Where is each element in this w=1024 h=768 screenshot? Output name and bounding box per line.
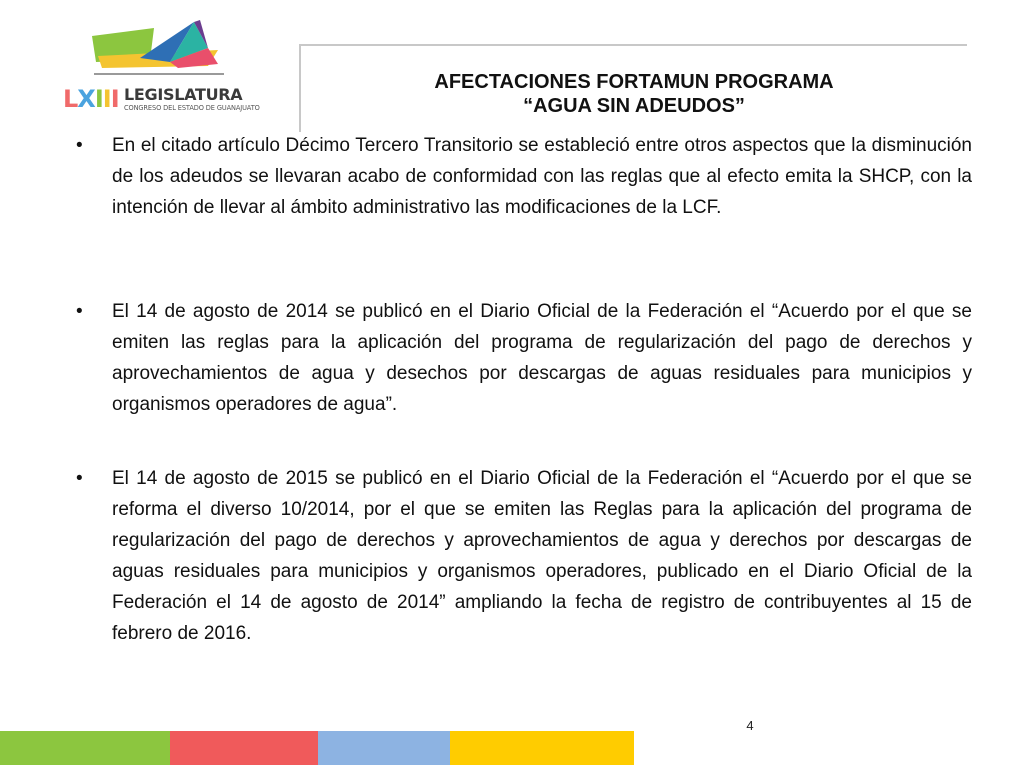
slide-title-line2: “AGUA SIN ADEUDOS” [523,95,745,117]
logo-subtitle: CONGRESO DEL ESTADO DE GUANAJUATO [124,104,260,112]
logo-text [58,84,290,114]
title-top-rule [299,44,967,46]
logo-roman-l: L [63,85,78,113]
logo-underline [94,73,224,75]
bullet-text-1: En el citado artículo Décimo Tercero Transitorio se estableció entre otros aspectos que la disminución de los adeudos se llevaran acabo de conformidad con las reglas que al efecto emita la SHCP, con la intención de llevar al ámbito administrativo las modificaciones de la LCF. [112,135,972,218]
footer-bar-yellow [450,731,634,765]
title-left-rule [299,44,301,132]
bullet-text-2: El 14 de agosto de 2014 se publicó en el Diario Oficial de la Federación el “Acuerdo por el que se emiten las reglas para la aplicación del programa de regularización del pago de derechos y aprovechamientos de agua y desechos por descargas de aguas residuales para municipios y organismos operadores de agua”. [112,301,972,415]
logo-roman-i2: I [102,85,111,113]
logo-graphic-icon [58,18,290,88]
footer-bar-green [0,731,170,765]
footer-bar-red [170,731,318,765]
logo-roman-i3: I [110,85,119,113]
bullet-text-3: El 14 de agosto de 2015 se publicó en el Diario Oficial de la Federación el “Acuerdo por el que se reforma el diverso 10/2014, por el que se emiten las Reglas para la aplicación del programa de regularización del pago de derechos y aprovechamientos de agua y derechos por descargas de aguas residuales para municipios y organismos operadores, publicado en el Diario Oficial de la Federación el 14 de agosto de 2014” ampliando la fecha de registro de contribuyentes al 15 de febrero de 2016. [112,468,972,644]
bullet-marker: • [76,468,83,489]
logo-roman-numeral [63,84,119,114]
legislatura-logo [58,18,290,118]
logo-roman-i1: I [94,85,103,113]
bullet-marker: • [76,135,83,156]
logo-roman-x: X [77,85,95,113]
bullet-marker: • [76,301,83,322]
logo-name: LEGISLATURA [124,85,243,104]
slide-title-line1: AFECTACIONES FORTAMUN PROGRAMA [434,71,834,93]
footer-bar-blue [318,731,450,765]
page-number: 4 [746,718,754,733]
slide-title [304,70,964,118]
